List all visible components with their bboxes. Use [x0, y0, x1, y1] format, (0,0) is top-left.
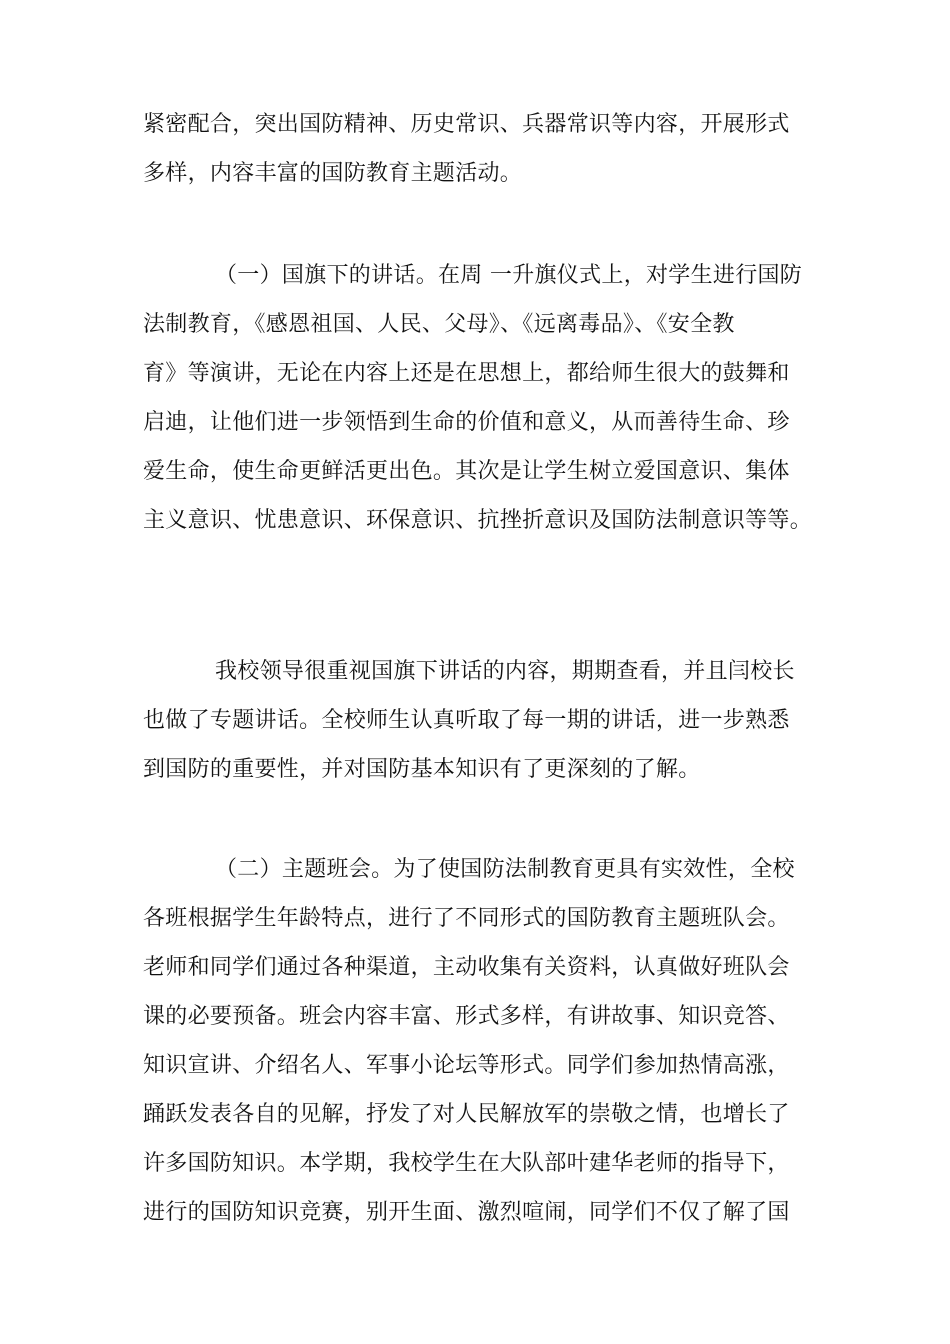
paragraph-2-line-4: 启迪，让他们进一步领悟到生命的价值和意义，从而善待生命、珍 — [143, 410, 790, 435]
paragraph-3-line-2: 也做了专题讲话。全校师生认真听取了每一期的讲话，进一步熟悉 — [143, 708, 790, 733]
paragraph-1-line-2: 多样，内容丰富的国防教育主题活动。 — [143, 161, 523, 186]
paragraph-3-line-1: 我校领导很重视国旗下讲话的内容，期期查看，并且闫校长 — [215, 659, 795, 684]
paragraph-4-line-2: 各班根据学生年龄特点，进行了不同形式的国防教育主题班队会。 — [143, 906, 790, 931]
paragraph-2-line-3: 育》等演讲，无论在内容上还是在思想上，都给师生很大的鼓舞和 — [143, 361, 790, 386]
paragraph-4-line-3: 老师和同学们通过各种渠道，主动收集有关资料，认真做好班队会 — [143, 955, 790, 980]
paragraph-4-line-8: 进行的国防知识竞赛，别开生面、激烈喧闹，同学们不仅了解了国 — [143, 1200, 790, 1225]
paragraph-2-line-6: 主义意识、忧患意识、环保意识、抗挫折意识及国防法制意识等等。 — [143, 508, 813, 533]
paragraph-2-line-1: （一）国旗下的讲话。在周 一升旗仪式上，对学生进行国防 — [215, 263, 803, 288]
paragraph-4-line-4: 课的必要预备。班会内容丰富、形式多样，有讲故事、知识竞答、 — [143, 1004, 790, 1029]
paragraph-2-line-2: 法制教育，《感恩祖国、人民、父母》、《远离毒品》、《安全教 — [143, 312, 735, 337]
paragraph-4-line-5: 知识宣讲、介绍名人、军事小论坛等形式。同学们参加热情高涨， — [143, 1053, 790, 1078]
paragraph-4-line-1: （二）主题班会。为了使国防法制教育更具有实效性，全校 — [215, 857, 795, 882]
paragraph-3-line-3: 到国防的重要性，并对国防基本知识有了更深刻的了解。 — [143, 757, 701, 782]
paragraph-4-line-6: 踊跃发表各自的见解，抒发了对人民解放军的崇敬之情，也增长了 — [143, 1102, 790, 1127]
paragraph-4-line-7: 许多国防知识。本学期，我校学生在大队部叶建华老师的指导下， — [143, 1151, 790, 1176]
paragraph-1-line-1: 紧密配合，突出国防精神、历史常识、兵器常识等内容，开展形式 — [143, 112, 790, 137]
paragraph-2-line-5: 爱生命，使生命更鲜活更出色。其次是让学生树立爱国意识、集体 — [143, 459, 790, 484]
